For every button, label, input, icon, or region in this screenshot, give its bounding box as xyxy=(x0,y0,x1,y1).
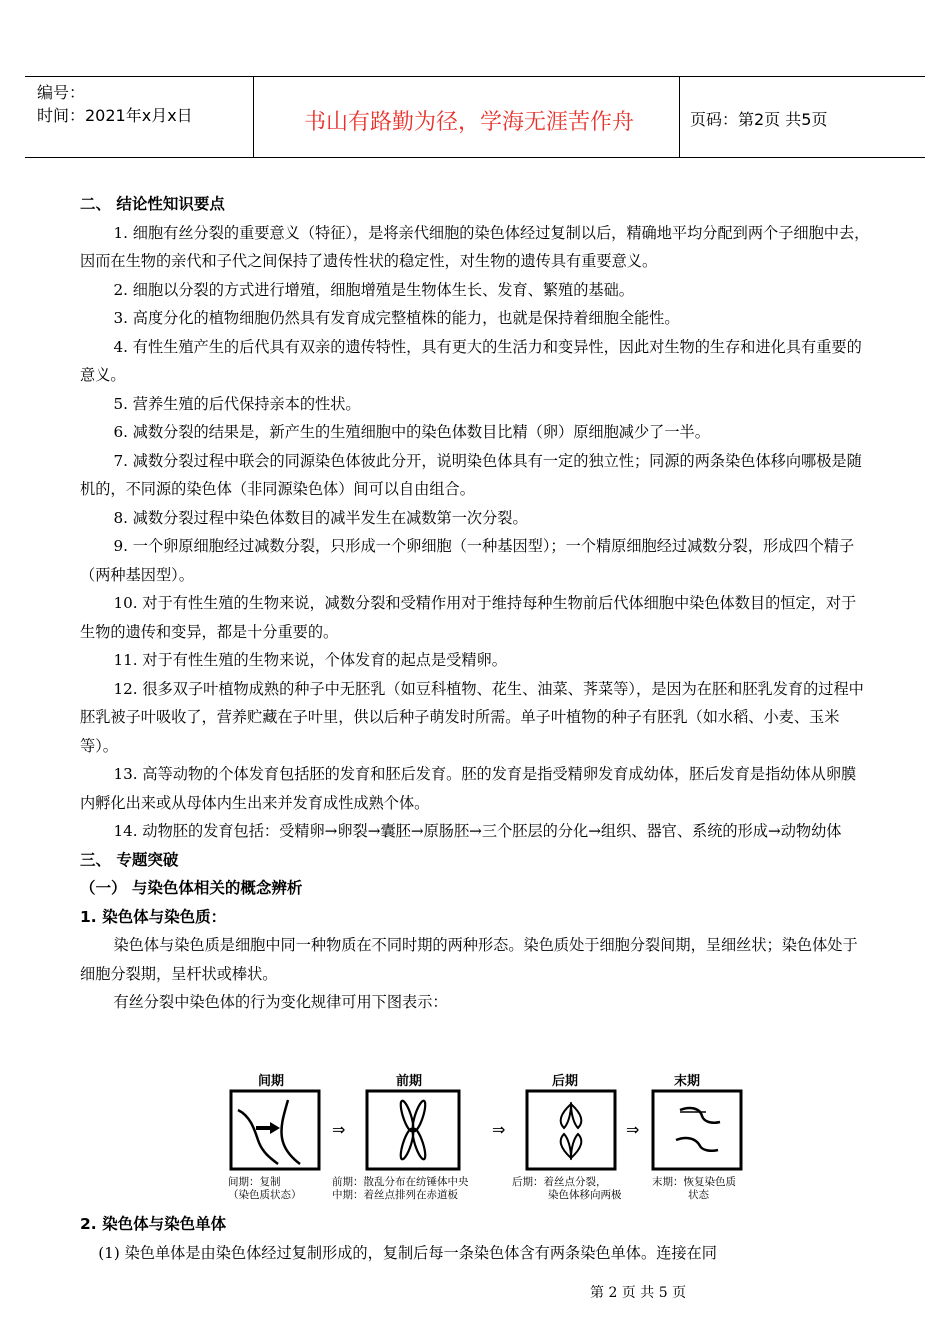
list-item: 12. 很多双子叶植物成熟的种子中无胚乳（如豆科植物、花生、油菜、荠菜等），是因为在胚和胚乳发育的过程中胚乳被子叶吸收了，营养贮藏在子叶里，供以后种子萌发时所需。单子叶植物的种子有胚乳（如水稻、小麦、玉米等）。 xyxy=(80,679,864,755)
list-item: 14. 动物胚的发育包括：受精卵→卵裂→囊胚→原肠胚→三个胚层的分化→组织、器官、系统的形成→动物幼体 xyxy=(113,822,842,840)
mitosis-figure xyxy=(228,1070,758,1210)
page-header xyxy=(25,76,925,158)
serial-label: 编号： xyxy=(37,83,86,102)
header-meta xyxy=(37,81,193,127)
header-motto: 书山有路勤为径，学海无涯苦作舟 xyxy=(303,110,634,135)
paragraph: 染色体与染色质是细胞中同一种物质在不同时期的两种形态。染色质处于细胞分裂间期，呈细丝状；染色体处于细胞分裂期，呈杆状或棒状。 xyxy=(80,936,858,983)
cell-telophase xyxy=(650,1088,744,1172)
page-footer: 第 2 页 共 5 页 xyxy=(590,1285,687,1301)
figure-intro: 有丝分裂中染色体的行为变化规律可用下图表示： xyxy=(113,993,448,1011)
list-item: 1. 细胞有丝分裂的重要意义（特征），是将亲代细胞的染色体经过复制以后，精确地平均分配到两个子细胞中去，因而在生物的亲代和子代之间保持了遗传性状的稳定性，对生物的遗传具有重要意义。 xyxy=(80,223,870,270)
main-content xyxy=(80,190,870,1017)
item-heading: 1. 染色体与染色质： xyxy=(80,907,227,926)
cell-anaphase xyxy=(524,1088,618,1172)
stage-label-interphase: 间期 xyxy=(258,1074,285,1089)
arrow-icon: ⇒ xyxy=(332,1120,346,1139)
list-item: 8. 减数分裂过程中染色体数目的减半发生在减数第一次分裂。 xyxy=(113,508,528,527)
caption-anaphase: 后期：着丝点分裂， 染色体移向两极 xyxy=(512,1176,622,1201)
cell-interphase xyxy=(228,1088,322,1172)
section-heading: 二、 结论性知识要点 xyxy=(80,195,225,213)
header-divider xyxy=(253,77,254,157)
stage-label-telophase: 末期 xyxy=(674,1074,701,1089)
caption-telophase: 末期：恢复染色质 状态 xyxy=(652,1176,736,1201)
list-item: 4. 有性生殖产生的后代具有双亲的遗传特性，具有更大的生活力和变异性，因此对生物的生存和进化具有重要的意义。 xyxy=(80,337,862,384)
section-heading: 三、 专题突破 xyxy=(80,850,179,869)
list-item: 9. 一个卵原细胞经过减数分裂，只形成一个卵细胞（一种基因型）；一个精原细胞经过减数分裂，形成四个精子（两种基因型）。 xyxy=(80,537,855,584)
list-item: 5. 营养生殖的后代保持亲本的性状。 xyxy=(113,394,361,413)
list-item: 11. 对于有性生殖的生物来说，个体发育的起点是受精卵。 xyxy=(113,651,507,669)
item-heading: 2. 染色体与染色单体 xyxy=(80,1215,227,1233)
stage-label-anaphase: 后期 xyxy=(552,1074,579,1089)
list-item: 13. 高等动物的个体发育包括胚的发育和胚后发育。胚的发育是指受精卵发育成幼体，胚后发育是指幼体从卵膜内孵化出来或从母体内生出来并发育成性成熟个体。 xyxy=(80,765,857,812)
list-item: 10. 对于有性生殖的生物来说，减数分裂和受精作用对于维持每种生物前后代体细胞中染色体数目的恒定，对于生物的遗传和变异，都是十分重要的。 xyxy=(80,594,857,641)
cell-prophase xyxy=(364,1088,462,1172)
header-page-info: 页码：第2页 共5页 xyxy=(690,110,828,129)
list-item: 2. 细胞以分裂的方式进行增殖，细胞增殖是生物体生长、发育、繁殖的基础。 xyxy=(113,280,634,299)
stage-label-prophase: 前期 xyxy=(396,1074,423,1089)
arrow-icon: ⇒ xyxy=(626,1120,640,1139)
caption-prophase: 前期：散乱分布在纺锤体中央 中期：着丝点排列在赤道板 xyxy=(332,1176,469,1201)
list-item: 3. 高度分化的植物细胞仍然具有发育成完整植株的能力，也就是保持着细胞全能性。 xyxy=(113,309,680,327)
list-item: 7. 减数分裂过程中联会的同源染色体彼此分开，说明染色体具有一定的独立性；同源的两条染色体移向哪极是随机的，不同源的染色体（非同源染色体）间可以自由组合。 xyxy=(80,451,862,498)
time-label: 时间：2021年x月x日 xyxy=(37,106,193,125)
arrow-icon: ⇒ xyxy=(492,1120,506,1139)
continued-content xyxy=(80,1210,870,1267)
header-divider xyxy=(679,77,680,157)
caption-interphase: 间期：复制 （染色质状态） xyxy=(228,1176,302,1201)
list-item: 6. 减数分裂的结果是，新产生的生殖细胞中的染色体数目比精（卵）原细胞减少了一半。 xyxy=(113,423,710,441)
paragraph: (1) 染色单体是由染色体经过复制形成的，复制后每一条染色体含有两条染色单体。连接在同 xyxy=(98,1243,717,1262)
subsection-heading: （一） 与染色体相关的概念辨析 xyxy=(80,879,303,897)
